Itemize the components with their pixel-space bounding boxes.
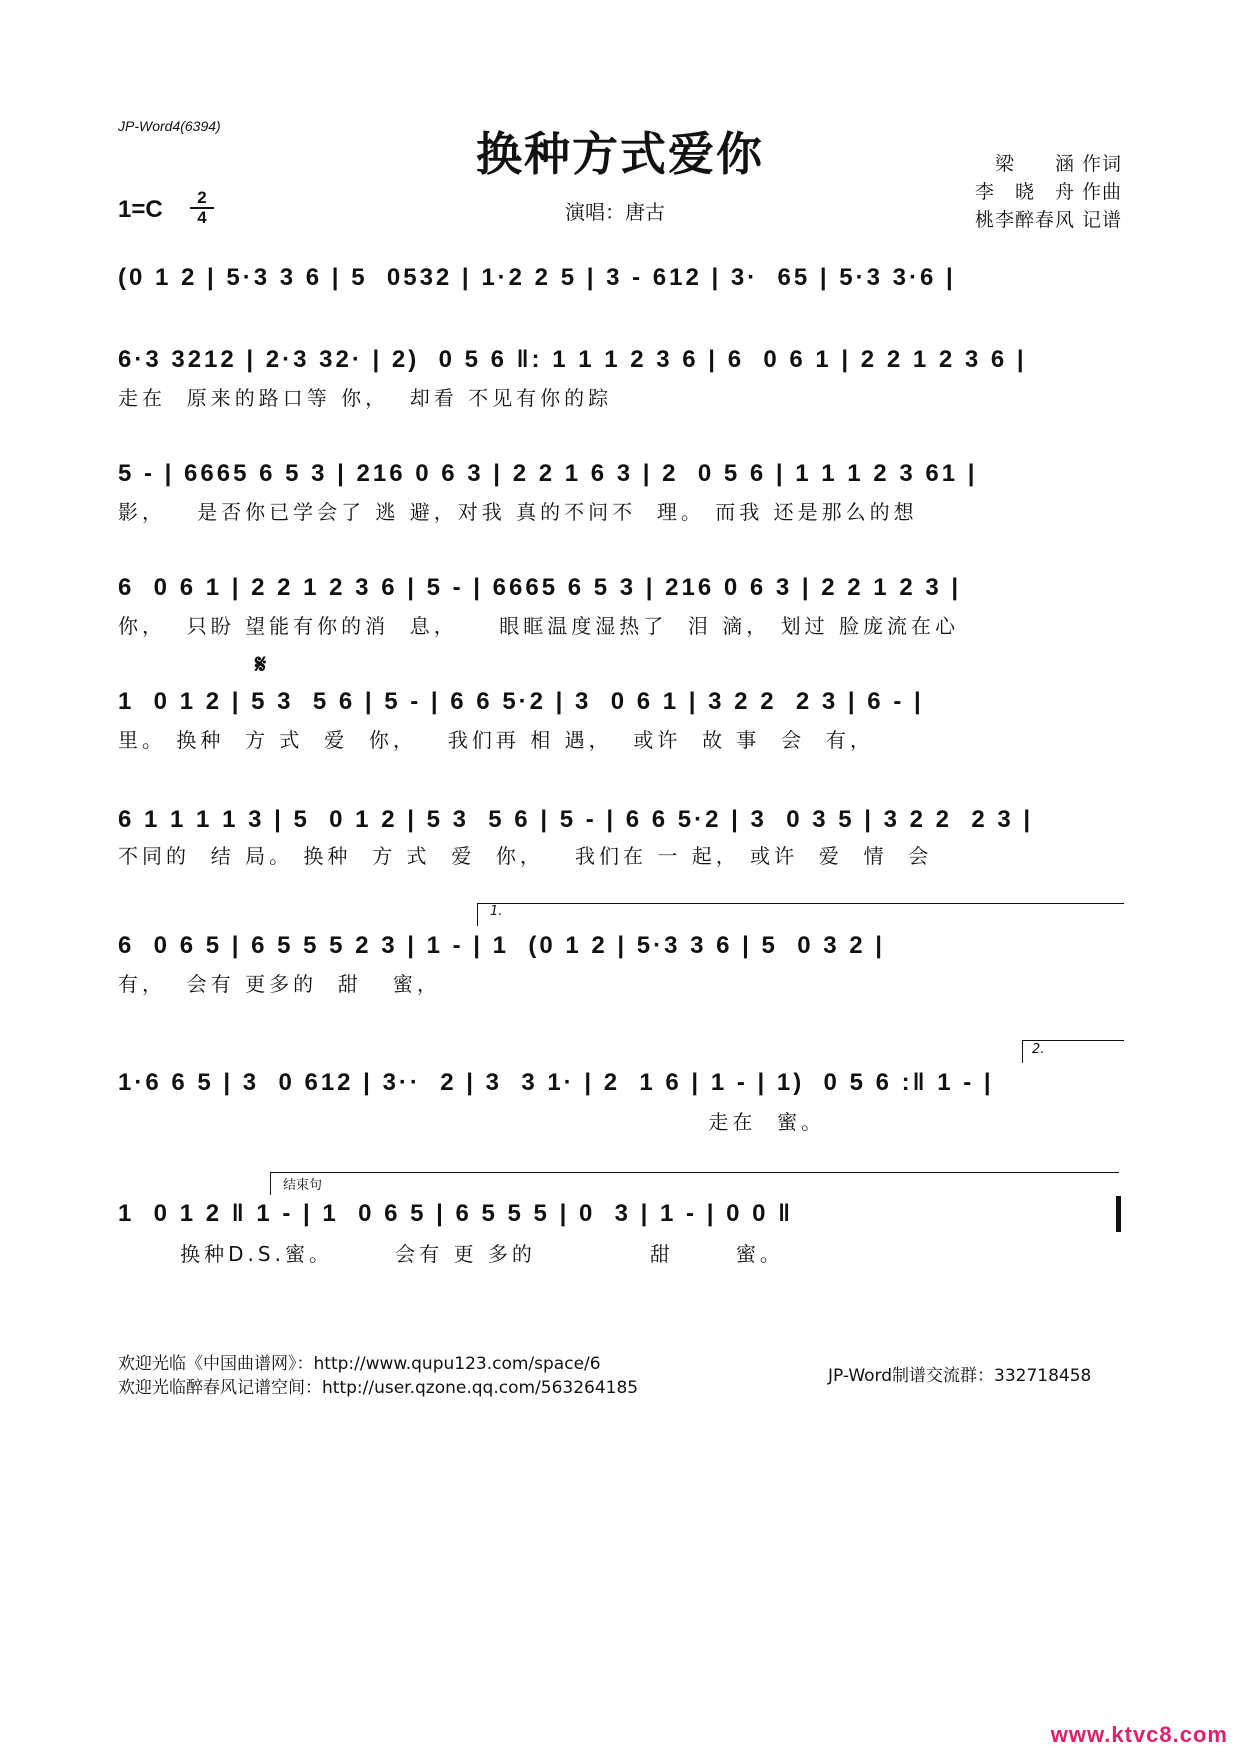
software-label: JP-Word4(6394)	[118, 118, 221, 134]
score-row-notes: 1·6 6 5 | 3 0 612 | 3·· 2 | 3 3 1· | 2 1 6 | 1 - | 1) 0 5 6 :‖ 1 - |	[118, 1069, 994, 1096]
score-row-lyrics: 不同的 结 局。 换种 方 式 爱 你， 我们在 一 起， 或许 爱 情 会	[118, 844, 933, 868]
footer-link-qupu[interactable]: 欢迎光临《中国曲谱网》：http://www.qupu123.com/space/6	[118, 1354, 601, 1374]
second-ending-label: 2.	[1032, 1042, 1045, 1057]
footer-links	[118, 1352, 638, 1400]
key-signature: 1=C	[118, 196, 163, 223]
score-row-notes: 6 1 1 1 1 3 | 5 0 1 2 | 5 3 5 6 | 5 - | 6 6 5·2 | 3 0 3 5 | 3 2 2 2 3 |	[118, 806, 1034, 833]
composer-credit: 李 晓 舟 作曲	[974, 181, 1122, 203]
singer: 演唱：唐古	[565, 200, 665, 224]
lyricist-credit: 梁 涵 作词	[994, 153, 1122, 175]
score-row-notes: (0 1 2 | 5·3 3 6 | 5 0532 | 1·2 2 5 | 3 - 612 | 3· 65 | 5·3 3·6 |	[118, 264, 956, 291]
transcriber-credit: 桃李醉春风 记谱	[974, 209, 1122, 231]
score-row-lyrics: 影， 是否你已学会了 逃 避，对我 真的不问不 理。 而我 还是那么的想	[118, 500, 918, 524]
footer-link-qzone[interactable]: 欢迎光临醉春风记谱空间：http://user.qzone.qq.com/563264185	[118, 1378, 639, 1398]
coda-bracket	[270, 1172, 1119, 1195]
score-row-notes: 6 0 6 5 | 6 5 5 5 2 3 | 1 - | 1 (0 1 2 | 5·3 3 6 | 5 0 3 2 |	[118, 932, 885, 959]
footer-group-info: JP-Word制谱交流群：332718458	[828, 1366, 1092, 1386]
time-signature-top: 2	[197, 188, 207, 207]
score-row-lyrics: 换种D.S.蜜。 会有 更 多的 甜 蜜。	[118, 1242, 784, 1266]
score-row-lyrics: 走在 蜜。	[118, 1110, 826, 1134]
score-row-notes: 5 - | 6665 6 5 3 | 216 0 6 3 | 2 2 1 6 3 | 2 0 5 6 | 1 1 1 2 3 61 |	[118, 460, 978, 487]
final-barline	[1116, 1196, 1121, 1232]
time-signature-bottom: 4	[197, 208, 207, 227]
watermark: www.ktvc8.com	[1050, 1722, 1228, 1747]
segno-sign: 𝄋	[255, 650, 267, 680]
song-title: 换种方式爱你	[476, 127, 764, 181]
score-row-lyrics: 里。 换种 方 式 爱 你， 我们再 相 遇， 或许 故 事 会 有，	[118, 728, 874, 752]
score-row-notes: 1 0 1 2 ‖ 1 - | 1 0 6 5 | 6 5 5 5 | 0 3 | 1 - | 0 0 ‖	[118, 1200, 794, 1227]
score-row-lyrics: 有， 会有 更多的 甜 蜜，	[118, 972, 441, 996]
score-row-lyrics: 你， 只盼 望能有你的消 息， 眼眶温度湿热了 泪 滴， 划过 脸庞流在心	[118, 614, 960, 638]
score-row-notes: 6·3 3212 | 2·3 32· | 2) 0 5 6 ‖: 1 1 1 2 3 6 | 6 0 6 1 | 2 2 1 2 3 6 |	[118, 346, 1027, 373]
score-row-notes: 1 0 1 2 | 5 3 5 6 | 5 - | 6 6 5·2 | 3 0 6 1 | 3 2 2 2 3 | 6 - |	[118, 688, 924, 715]
score-row-notes: 6 0 6 1 | 2 2 1 2 3 6 | 5 - | 6665 6 5 3 | 216 0 6 3 | 2 2 1 2 3 |	[118, 574, 962, 601]
first-ending-label: 1.	[490, 904, 503, 919]
first-ending-bracket	[477, 903, 1124, 926]
score-row-lyrics: 走在 原来的路口等 你， 却看 不见有你的踪	[118, 386, 613, 410]
coda-label: 结束句	[283, 1178, 323, 1193]
time-signature	[190, 190, 214, 226]
credits	[975, 150, 1122, 234]
